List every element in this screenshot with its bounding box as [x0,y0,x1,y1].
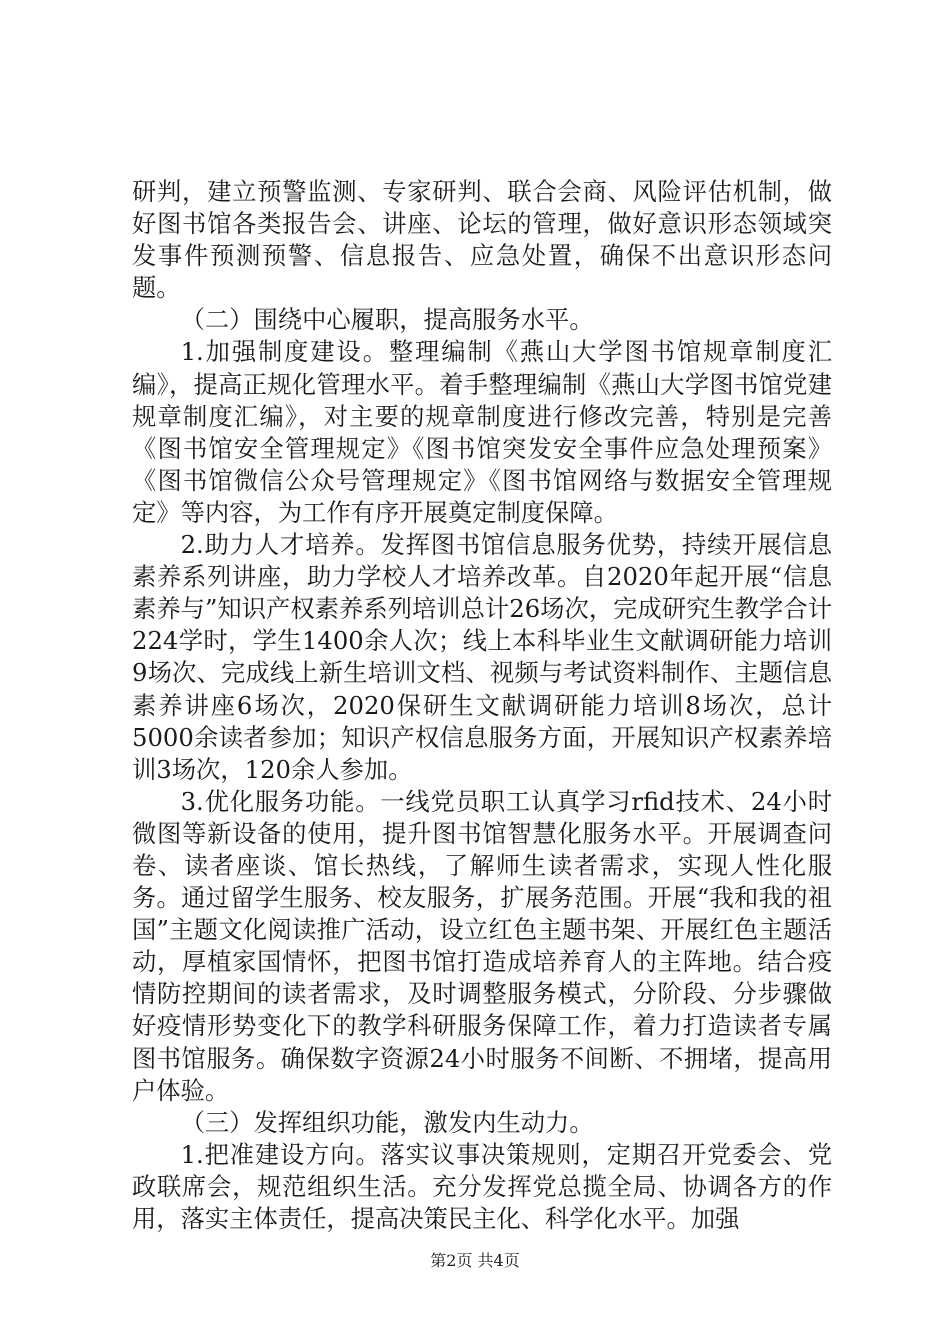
section-heading-3: （三）发挥组织功能，激发内生动力。 [180,1107,594,1137]
page-footer: 第2页 共4页 [430,1251,520,1270]
paragraph-service-optimization: 3.优化服务功能。一线党员职工认真学习rfid技术、24小时微图等新设备的使用，提升图书馆智慧化服务水平。开展调查问卷、读者座谈、馆长热线，了解师生读者需求，实现人性化服务。通过留学生服务、校友服务，扩展务范围。开展“我和我的祖国”主题文化阅读推广活动，设立红色主题书架、开展红色主题活动，厚植家国情怀，把图书馆打造成培养育人的主阵地。结合疫情防控期间的读者需求，及时调整服务模式，分阶段、分步骤做好疫情形势变化下的教学科研服务保障工作，着力打造读者专属图书馆服务。确保数字资源24小时服务不间断、不拥堵，提高用户体验。 [132,786,832,1105]
paragraph-talent-training: 2.助力人才培养。发挥图书馆信息服务优势，持续开展信息素养系列讲座，助力学校人才培养改革。自2020年起开展“信息素养与”知识产权素养系列培训总计26场次，完成研究生教学合计224学时，学生1400余人次；线上本科毕业生文献调研能力培训9场次、完成线上新生培训文档、视频与考试资料制作、主题信息素养讲座6场次，2020保研生文献调研能力培训8场次，总计5000余读者参加；知识产权信息服务方面，开展知识产权素养培训3场次，120余人参加。 [132,530,832,784]
paragraph-continuation: 研判，建立预警监测、专家研判、联合会商、风险评估机制，做好图书馆各类报告会、讲座、论坛的管理，做好意识形态领域突发事件预测预警、信息报告、应急处置，确保不出意识形态问题。 [132,177,832,303]
paragraph-direction: 1.把准建设方向。落实议事决策规则，定期召开党委会、党政联席会，规范组织生活。充分发挥党总揽全局、协调各方的作用，落实主体责任，提高决策民主化、科学化水平。加强 [132,1139,832,1233]
section-heading-2: （二）围绕中心履职，提高服务水平。 [180,305,594,335]
paragraph-institution-building: 1.加强制度建设。整理编制《燕山大学图书馆规章制度汇编》，提高正规化管理水平。着手整理编制《燕山大学图书馆党建规章制度汇编》，对主要的规章制度进行修改完善，特别是完善《图书馆安全管理规定》《图书馆突发安全事件应急处理预案》《图书馆微信公众号管理规定》《图书馆网络与数据安全管理规定》等内容，为工作有序开展奠定制度保障。 [132,337,832,527]
document-body [132,176,832,1235]
